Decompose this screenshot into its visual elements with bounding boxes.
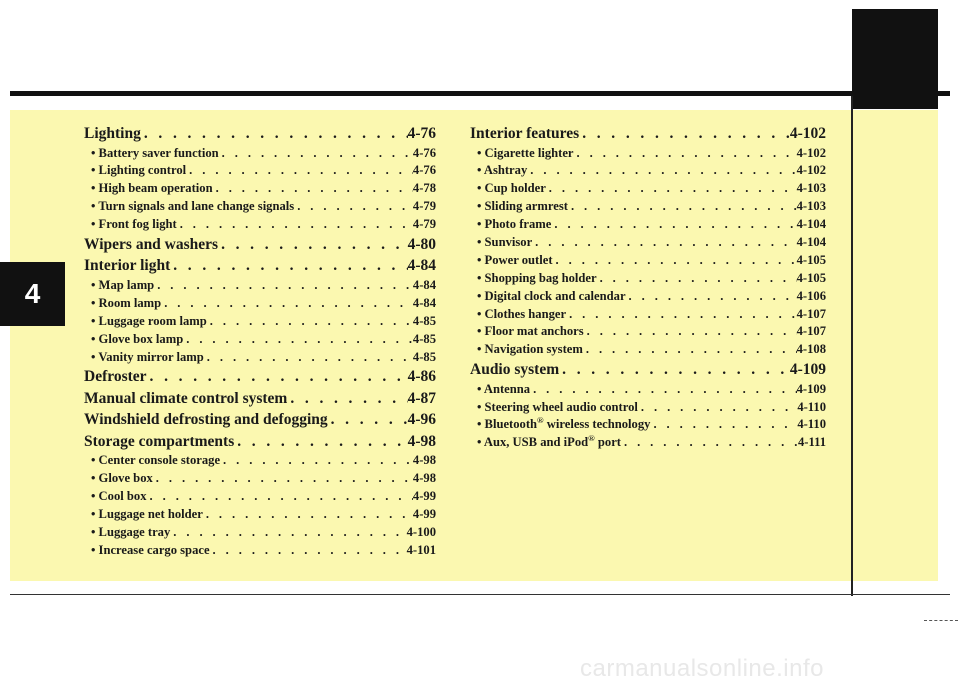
dot-leader — [203, 507, 413, 522]
dot-leader — [574, 146, 797, 161]
dot-leader — [186, 163, 413, 178]
toc-heading-entry[interactable] — [470, 125, 826, 146]
toc-heading-entry[interactable] — [470, 361, 826, 382]
toc-entry-label: • Sunvisor — [477, 234, 533, 249]
toc-sub-entry[interactable] — [470, 307, 826, 325]
toc-page-number: 4-108 — [796, 342, 826, 357]
toc-page-number: 4-110 — [797, 417, 826, 432]
dot-leader — [650, 417, 797, 432]
dot-leader — [170, 257, 407, 275]
dot-leader — [553, 253, 797, 268]
dot-leader — [177, 217, 413, 232]
toc-sub-entry[interactable] — [470, 417, 826, 435]
dot-leader — [153, 471, 413, 486]
dot-leader — [584, 324, 797, 339]
toc-sub-entry[interactable] — [84, 146, 436, 164]
toc-entry-label: • Steering wheel audio control — [477, 399, 638, 414]
toc-sub-entry[interactable] — [470, 199, 826, 217]
toc-page-number: 4-76 — [407, 125, 436, 142]
toc-page-number: 4-106 — [796, 288, 826, 303]
dot-leader — [170, 525, 406, 540]
toc-page-number: 4-103 — [796, 181, 826, 196]
toc-page-number: 4-76 — [412, 163, 436, 178]
toc-page-number: 4-104 — [796, 234, 826, 249]
dot-leader — [147, 489, 413, 504]
toc-entry-label: Manual climate control system — [84, 389, 288, 407]
toc-sub-entry[interactable] — [84, 181, 436, 199]
toc-sub-entry[interactable] — [84, 453, 436, 471]
toc-page-number: 4-84 — [407, 257, 436, 275]
toc-sub-entry[interactable] — [470, 289, 826, 307]
toc-page-number: 4-80 — [407, 235, 436, 253]
toc-sub-entry[interactable] — [84, 507, 436, 525]
toc-page-number: 4-111 — [798, 435, 826, 450]
toc-entry-label: • Battery saver function — [91, 145, 219, 160]
toc-entry-label: Interior features — [470, 125, 580, 142]
toc-right-column — [470, 124, 826, 453]
toc-entry-label: • Power outlet — [477, 252, 553, 267]
toc-page-number: 4-99 — [412, 507, 436, 522]
toc-page-number: 4-103 — [796, 199, 826, 214]
dot-leader — [183, 332, 413, 347]
toc-entry-label: • Increase cargo space — [91, 542, 210, 557]
toc-entry-label: • Floor mat anchors — [477, 324, 584, 339]
dot-leader — [207, 314, 413, 329]
toc-page-number: 4-110 — [797, 399, 826, 414]
dot-leader — [220, 453, 413, 468]
toc-sub-entry[interactable] — [470, 253, 826, 271]
chapter-tab: 4 — [0, 262, 65, 326]
dot-leader — [597, 271, 797, 286]
toc-entry-label: • Bluetooth® wireless technology — [477, 417, 651, 432]
toc-page-number: 4-109 — [789, 361, 826, 379]
toc-page-number: 4-98 — [412, 453, 436, 468]
top-rule — [10, 91, 950, 96]
watermark: carmanualsonline.info — [580, 655, 824, 682]
toc-heading-entry[interactable] — [84, 257, 436, 278]
toc-entry-label: • Shopping bag holder — [477, 270, 597, 285]
toc-sub-entry[interactable] — [470, 163, 826, 181]
toc-page-number: 4-87 — [407, 389, 436, 407]
dot-leader — [546, 181, 797, 196]
toc-entry-label: • Glove box lamp — [91, 331, 184, 346]
toc-sub-entry[interactable] — [84, 278, 436, 296]
toc-sub-entry[interactable] — [470, 382, 826, 400]
dot-leader — [530, 382, 797, 397]
toc-entry-label: • Turn signals and lane change signals — [91, 199, 295, 214]
dot-leader — [638, 400, 797, 415]
toc-sub-entry[interactable] — [84, 543, 436, 561]
toc-entry-label: Interior light — [84, 257, 171, 275]
dot-leader — [527, 163, 796, 178]
toc-entry-label: • Antenna — [477, 381, 531, 396]
toc-heading-entry[interactable] — [84, 390, 436, 411]
toc-page-number: 4-98 — [412, 471, 436, 486]
toc-entry-label: • Lighting control — [91, 163, 187, 178]
toc-page-number: 4-102 — [796, 163, 826, 178]
toc-page-number: 4-79 — [412, 199, 436, 214]
toc-sub-entry[interactable] — [84, 471, 436, 489]
dot-leader — [141, 125, 408, 143]
margin-divider — [851, 96, 853, 596]
toc-entry-label: • Cup holder — [477, 181, 546, 196]
toc-sub-entry[interactable] — [84, 350, 436, 368]
toc-entry-label: Audio system — [470, 361, 560, 379]
toc-page-number: 4-84 — [412, 295, 436, 310]
dot-leader — [213, 181, 413, 196]
toc-page-number: 4-78 — [412, 181, 436, 196]
toc-sub-entry[interactable] — [470, 435, 826, 453]
toc-page-number: 4-105 — [796, 270, 826, 285]
dot-leader — [219, 146, 413, 161]
dot-leader — [210, 543, 407, 558]
toc-entry-label: • Room lamp — [91, 295, 162, 310]
toc-page-number: 4-76 — [412, 145, 436, 160]
toc-page-number: 4-107 — [796, 306, 826, 321]
toc-entry-label: • Photo frame — [477, 217, 552, 232]
toc-heading-entry[interactable] — [84, 125, 436, 146]
toc-entry-label: • Aux, USB and iPod® port — [477, 435, 621, 450]
dot-leader — [204, 350, 413, 365]
toc-entry-label: • Luggage net holder — [91, 507, 203, 522]
toc-entry-label: Defroster — [84, 368, 147, 386]
toc-entry-label: Wipers and washers — [84, 235, 219, 253]
toc-entry-label: • Center console storage — [91, 453, 221, 468]
dot-leader — [551, 217, 796, 232]
toc-entry-label: • High beam operation — [91, 181, 213, 196]
toc-sub-entry[interactable] — [470, 271, 826, 289]
toc-page-number: 4-102 — [789, 125, 826, 142]
dot-leader — [621, 435, 798, 450]
toc-entry-label: • Vanity mirror lamp — [91, 349, 204, 364]
toc-page-number: 4-85 — [412, 349, 436, 364]
toc-sub-entry[interactable] — [470, 181, 826, 199]
dot-leader — [583, 342, 797, 357]
toc-entry-label: • Luggage tray — [91, 524, 171, 539]
toc-page-number: 4-99 — [412, 489, 436, 504]
corner-tab-block — [852, 9, 938, 109]
toc-page-number: 4-101 — [406, 542, 436, 557]
toc-heading-entry[interactable] — [84, 236, 436, 257]
dot-leader — [559, 361, 790, 379]
toc-heading-entry[interactable] — [84, 368, 436, 389]
toc-page-number: 4-102 — [796, 145, 826, 160]
bottom-rule — [10, 594, 950, 595]
toc-heading-entry[interactable] — [84, 433, 436, 454]
toc-sub-entry[interactable] — [84, 332, 436, 350]
toc-entry-label: • Clothes hanger — [477, 306, 567, 321]
toc-entry-label: • Luggage room lamp — [91, 313, 207, 328]
toc-entry-label: • Glove box — [91, 471, 153, 486]
toc-left-column — [84, 124, 436, 561]
toc-page-number: 4-86 — [407, 368, 436, 386]
toc-page-number: 4-96 — [407, 411, 436, 429]
toc-sub-entry[interactable] — [470, 324, 826, 342]
dot-leader — [287, 390, 407, 408]
toc-entry-label: • Cool box — [91, 489, 147, 504]
toc-sub-entry[interactable] — [470, 217, 826, 235]
toc-sub-entry[interactable] — [470, 342, 826, 360]
toc-entry-label: • Map lamp — [91, 277, 155, 292]
toc-page-number: 4-107 — [796, 324, 826, 339]
toc-entry-label: • Navigation system — [477, 342, 583, 357]
toc-entry-label: Lighting — [84, 125, 141, 142]
toc-sub-entry[interactable] — [470, 400, 826, 418]
dot-leader — [626, 289, 797, 304]
dot-leader — [161, 296, 413, 311]
toc-page-number: 4-104 — [796, 217, 826, 232]
toc-sub-entry[interactable] — [84, 217, 436, 235]
toc-page-number: 4-85 — [412, 313, 436, 328]
toc-entry-label: • Digital clock and calendar — [477, 288, 626, 303]
dot-leader — [147, 368, 408, 386]
toc-page-number: 4-98 — [407, 432, 436, 450]
dot-leader — [218, 236, 408, 254]
toc-heading-entry[interactable] — [84, 411, 436, 432]
dot-leader — [294, 199, 413, 214]
dot-leader — [566, 307, 797, 322]
toc-entry-label: • Ashtray — [477, 163, 528, 178]
toc-entry-label: Storage compartments — [84, 432, 235, 450]
toc-sub-entry[interactable] — [470, 146, 826, 164]
toc-sub-entry[interactable] — [84, 296, 436, 314]
dot-leader — [328, 411, 408, 429]
dot-leader — [154, 278, 413, 293]
toc-page-number: 4-105 — [796, 252, 826, 267]
toc-page-number: 4-79 — [412, 217, 436, 232]
toc-sub-entry[interactable] — [84, 163, 436, 181]
toc-entry-label: • Front fog light — [91, 217, 177, 232]
toc-page-number: 4-100 — [406, 524, 436, 539]
toc-sub-entry[interactable] — [84, 489, 436, 507]
dot-leader — [532, 235, 796, 250]
toc-sub-entry[interactable] — [84, 314, 436, 332]
toc-page-number: 4-84 — [412, 277, 436, 292]
toc-entry-label: Windshield defrosting and defogging — [84, 411, 328, 429]
dot-leader — [234, 433, 407, 451]
dot-leader — [579, 125, 790, 143]
dot-leader — [568, 199, 797, 214]
toc-page-number: 4-109 — [796, 381, 826, 396]
toc-sub-entry[interactable] — [470, 235, 826, 253]
toc-sub-entry[interactable] — [84, 525, 436, 543]
toc-entry-label: • Sliding armrest — [477, 199, 568, 214]
toc-sub-entry[interactable] — [84, 199, 436, 217]
page-number-placeholder — [924, 620, 958, 621]
toc-entry-label: • Cigarette lighter — [477, 145, 574, 160]
toc-page-number: 4-85 — [412, 331, 436, 346]
